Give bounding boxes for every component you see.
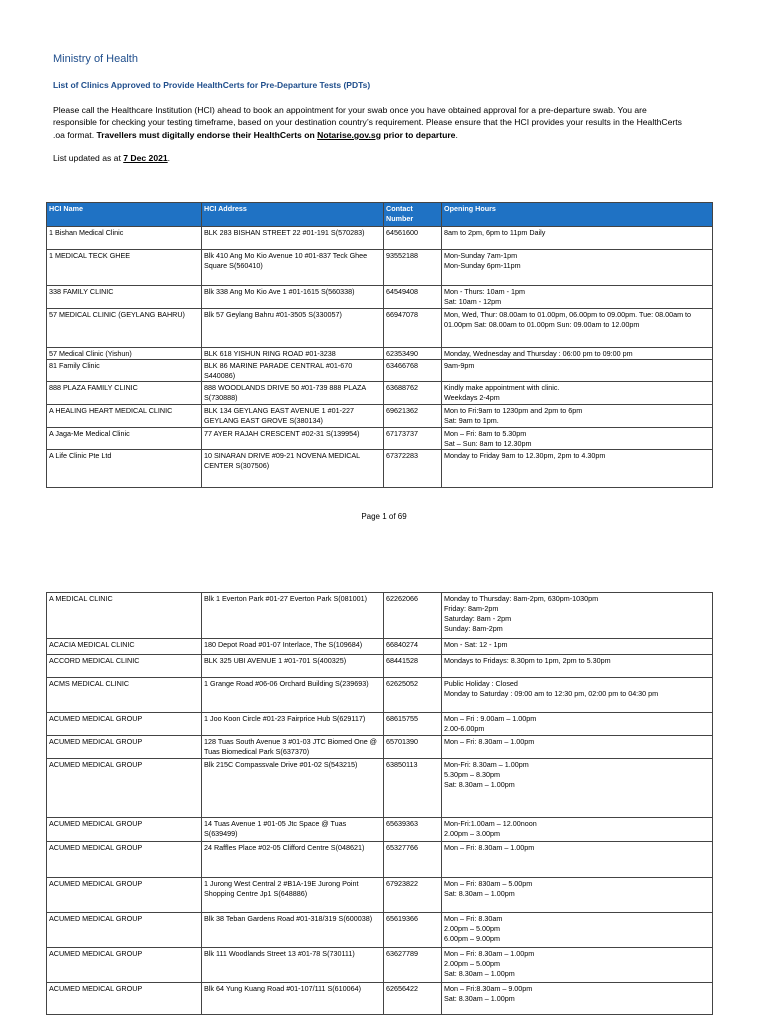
table-row: [47, 309, 713, 348]
hci-address-cell: 77 AYER RAJAH CRESCENT #02-31 S(139954): [202, 428, 384, 450]
table-row: [47, 382, 713, 405]
list-title: List of Clinics Approved to Provide HealthCerts for Pre-Departure Tests (PDTs): [53, 80, 371, 90]
hci-name-cell: 888 PLAZA FAMILY CLINIC: [47, 382, 202, 405]
clinic-table-page1: [46, 202, 713, 488]
intro-end: .: [455, 129, 458, 140]
contact-number-cell: 69621362: [384, 405, 442, 428]
table-row: [47, 428, 713, 450]
contact-number-cell: 62625052: [384, 678, 442, 713]
opening-hours-cell: 8am to 2pm, 6pm to 11pm Daily: [442, 227, 713, 250]
contact-number-cell: 93552188: [384, 250, 442, 286]
opening-hours-cell: Mon-Sunday 7am-1pm Mon-Sunday 6pm-11pm: [442, 250, 713, 286]
updated-date: 7 Dec 2021: [123, 153, 168, 163]
hci-name-cell: ACACIA MEDICAL CLINIC: [47, 639, 202, 655]
opening-hours-cell: Mon – Fri: 830am – 5.00pm Sat: 8.30am – 1.00pm: [442, 878, 713, 913]
intro-paragraph: [53, 104, 693, 141]
hci-address-cell: Blk 410 Ang Mo Kio Avenue 10 #01-837 Teck Ghee Square S(560410): [202, 250, 384, 286]
contact-number-cell: 64549408: [384, 286, 442, 309]
opening-hours-cell: Mon - Sat: 12 - 1pm: [442, 639, 713, 655]
contact-number-cell: 66840274: [384, 639, 442, 655]
table-row: [47, 450, 713, 488]
opening-hours-cell: Public Holiday : Closed Monday to Saturday : 09:00 am to 12:30 pm, 02:00 pm to 04:30 pm: [442, 678, 713, 713]
hci-name-cell: A MEDICAL CLINIC: [47, 593, 202, 639]
table-row: [47, 678, 713, 713]
hci-address-cell: 888 WOODLANDS DRIVE 50 #01-739 888 PLAZA S(730888): [202, 382, 384, 405]
table-row: [47, 736, 713, 759]
updated-line: [53, 153, 170, 163]
opening-hours-cell: Mon-Fri:1.00am – 12.00noon 2.00pm – 3.00pm: [442, 818, 713, 842]
opening-hours-cell: Mon, Wed, Thur: 08.00am to 01.00pm, 06.00pm to 09.00pm. Tue: 08.00am to 01.00pm Sat: 08.00am to 01.00pm Sun: 09.00am to 12.00pm: [442, 309, 713, 348]
hci-address-cell: Blk 57 Geylang Bahru #01-3505 S(330057): [202, 309, 384, 348]
updated-prefix: List updated as at: [53, 153, 124, 163]
hci-name-cell: A Life Clinic Pte Ltd: [47, 450, 202, 488]
hci-name-cell: ACUMED MEDICAL GROUP: [47, 878, 202, 913]
column-header-hci-address: HCI Address: [202, 203, 384, 227]
hci-name-cell: ACUMED MEDICAL GROUP: [47, 759, 202, 818]
hci-address-cell: Blk 338 Ang Mo Kio Ave 1 #01-1615 S(560338): [202, 286, 384, 309]
contact-number-cell: 67923822: [384, 878, 442, 913]
hci-address-cell: Blk 38 Teban Gardens Road #01-318/319 S(600038): [202, 913, 384, 948]
hci-name-cell: ACMS MEDICAL CLINIC: [47, 678, 202, 713]
ministry-title: Ministry of Health: [53, 53, 138, 65]
hci-address-cell: 1 Joo Koon Circle #01-23 Fairprice Hub S(629117): [202, 713, 384, 736]
opening-hours-cell: Mon – Fri: 8.30am – 1.00pm: [442, 842, 713, 878]
hci-address-cell: Blk 1 Everton Park #01-27 Everton Park S(081001): [202, 593, 384, 639]
table-row: [47, 286, 713, 309]
hci-address-cell: Blk 111 Woodlands Street 13 #01-78 S(730111): [202, 948, 384, 983]
hci-name-cell: ACUMED MEDICAL GROUP: [47, 842, 202, 878]
hci-address-cell: 10 SINARAN DRIVE #09-21 NOVENA MEDICAL CENTER S(307506): [202, 450, 384, 488]
opening-hours-cell: Mon – Fri: 8.30am – 1.00pm 2.00pm – 5.00pm Sat: 8.30am – 1.00pm: [442, 948, 713, 983]
hci-name-cell: ACUMED MEDICAL GROUP: [47, 736, 202, 759]
hci-address-cell: Blk 215C Compassvale Drive #01-02 S(543215): [202, 759, 384, 818]
contact-number-cell: 67173737: [384, 428, 442, 450]
hci-name-cell: A HEALING HEART MEDICAL CLINIC: [47, 405, 202, 428]
opening-hours-cell: Mon – Fri:8.30am – 9.00pm Sat: 8.30am – 1.00pm: [442, 983, 713, 1015]
contact-number-cell: 62262066: [384, 593, 442, 639]
opening-hours-cell: Monday, Wednesday and Thursday : 06:00 pm to 09:00 pm: [442, 348, 713, 360]
opening-hours-cell: Monday to Thursday: 8am-2pm, 630pm-1030pm Friday: 8am-2pm Saturday: 8am - 2pm Sunday: 8am-2pm: [442, 593, 713, 639]
hci-name-cell: A Jaga-Me Medical Clinic: [47, 428, 202, 450]
hci-address-cell: BLK 325 UBI AVENUE 1 #01-701 S(400325): [202, 655, 384, 678]
hci-address-cell: Blk 64 Yung Kuang Road #01-107/111 S(610064): [202, 983, 384, 1015]
table-row: [47, 593, 713, 639]
opening-hours-cell: Mondays to Fridays: 8.30pm to 1pm, 2pm to 5.30pm: [442, 655, 713, 678]
hci-name-cell: ACUMED MEDICAL GROUP: [47, 983, 202, 1015]
table-row: [47, 250, 713, 286]
contact-number-cell: 65639363: [384, 818, 442, 842]
intro-text: Please call the Healthcare Institution (HCI) ahead to book an appointment for your swab once you have obtained approval for a pre-departure swab. You are responsible for checking your testing timeframe, based on your destination country’s requirement. Please ensure that the HCI provides your results in the HealthCerts .oa format.: [53, 105, 682, 140]
table-row: [47, 948, 713, 983]
hci-name-cell: ACUMED MEDICAL GROUP: [47, 913, 202, 948]
table-row: [47, 655, 713, 678]
opening-hours-cell: Mon-Fri: 8.30am – 1.00pm 5.30pm – 8.30pm Sat: 8.30am – 1.00pm: [442, 759, 713, 818]
column-header-contact-number: Contact Number: [384, 203, 442, 227]
contact-number-cell: 67372283: [384, 450, 442, 488]
table-row: [47, 983, 713, 1015]
hci-name-cell: 338 FAMILY CLINIC: [47, 286, 202, 309]
hci-address-cell: 128 Tuas South Avenue 3 #01-03 JTC Biomed One @ Tuas Biomedical Park S(637370): [202, 736, 384, 759]
hci-address-cell: 14 Tuas Avenue 1 #01-05 Jtc Space @ Tuas S(639499): [202, 818, 384, 842]
table-header-row: [47, 203, 713, 227]
contact-number-cell: 63466768: [384, 360, 442, 382]
intro-bold-text: Travellers must digitally endorse their HealthCerts on: [96, 129, 318, 140]
opening-hours-cell: 9am-9pm: [442, 360, 713, 382]
hci-name-cell: ACUMED MEDICAL GROUP: [47, 818, 202, 842]
hci-address-cell: BLK 134 GEYLANG EAST AVENUE 1 #01-227 GEYLANG EAST GROVE S(380134): [202, 405, 384, 428]
hci-name-cell: 1 Bishan Medical Clinic: [47, 227, 202, 250]
page-footer: Page 1 of 69: [361, 512, 407, 521]
hci-address-cell: BLK 283 BISHAN STREET 22 #01-191 S(570283): [202, 227, 384, 250]
updated-suffix: .: [167, 153, 171, 163]
hci-address-cell: 24 Raffles Place #02-05 Clifford Centre S(048621): [202, 842, 384, 878]
opening-hours-cell: Kindly make appointment with clinic. Weekdays 2-4pm: [442, 382, 713, 405]
opening-hours-cell: Mon to Fri:9am to 1230pm and 2pm to 6pm Sat: 9am to 1pm.: [442, 405, 713, 428]
contact-number-cell: 63627789: [384, 948, 442, 983]
opening-hours-cell: Monday to Friday 9am to 12.30pm, 2pm to 4.30pm: [442, 450, 713, 488]
column-header-opening-hours: Opening Hours: [442, 203, 713, 227]
column-header-hci-name: HCI Name: [47, 203, 202, 227]
opening-hours-cell: Mon – Fri: 8.30am 2.00pm – 5.00pm 6.00pm – 9.00pm: [442, 913, 713, 948]
contact-number-cell: 63688762: [384, 382, 442, 405]
hci-address-cell: 1 Jurong West Central 2 #B1A-19E Jurong Point Shopping Centre Jp1 S(648886): [202, 878, 384, 913]
contact-number-cell: 66947078: [384, 309, 442, 348]
table-row: [47, 759, 713, 818]
table-row: [47, 842, 713, 878]
hci-name-cell: 1 MEDICAL TECK GHEE: [47, 250, 202, 286]
opening-hours-cell: Mon – Fri : 9.00am – 1.00pm 2.00-6.00pm: [442, 713, 713, 736]
hci-name-cell: 57 MEDICAL CLINIC (GEYLANG BAHRU): [47, 309, 202, 348]
table-row: [47, 818, 713, 842]
contact-number-cell: 65701390: [384, 736, 442, 759]
table-row: [47, 227, 713, 250]
intro-bold-end: prior to departure: [380, 129, 456, 140]
contact-number-cell: 65327766: [384, 842, 442, 878]
hci-name-cell: ACCORD MEDICAL CLINIC: [47, 655, 202, 678]
contact-number-cell: 63850113: [384, 759, 442, 818]
contact-number-cell: 68615755: [384, 713, 442, 736]
hci-address-cell: BLK 86 MARINE PARADE CENTRAL #01-670 S440086): [202, 360, 384, 382]
table-row: [47, 639, 713, 655]
contact-number-cell: 64561600: [384, 227, 442, 250]
contact-number-cell: 65619366: [384, 913, 442, 948]
clinic-table-page2: [46, 592, 713, 1015]
opening-hours-cell: Mon – Fri: 8.30am – 1.00pm: [442, 736, 713, 759]
opening-hours-cell: Mon - Thurs: 10am - 1pm Sat: 10am - 12pm: [442, 286, 713, 309]
contact-number-cell: 62656422: [384, 983, 442, 1015]
table-row: [47, 913, 713, 948]
notarise-link[interactable]: Notarise.gov.sg: [317, 129, 381, 140]
opening-hours-cell: Mon – Fri: 8am to 5.30pm Sat – Sun: 8am to 12.30pm: [442, 428, 713, 450]
table-row: [47, 405, 713, 428]
hci-address-cell: BLK 618 YISHUN RING ROAD #01-3238: [202, 348, 384, 360]
hci-address-cell: 180 Depot Road #01-07 Interlace, The S(109684): [202, 639, 384, 655]
hci-name-cell: 81 Family Clinic: [47, 360, 202, 382]
contact-number-cell: 62353490: [384, 348, 442, 360]
hci-name-cell: 57 Medical Clinic (Yishun): [47, 348, 202, 360]
hci-address-cell: 1 Grange Road #06-06 Orchard Building S(239693): [202, 678, 384, 713]
table-row: [47, 878, 713, 913]
hci-name-cell: ACUMED MEDICAL GROUP: [47, 948, 202, 983]
table-row: [47, 713, 713, 736]
contact-number-cell: 68441528: [384, 655, 442, 678]
hci-name-cell: ACUMED MEDICAL GROUP: [47, 713, 202, 736]
table-row: [47, 360, 713, 382]
table-row: [47, 348, 713, 360]
